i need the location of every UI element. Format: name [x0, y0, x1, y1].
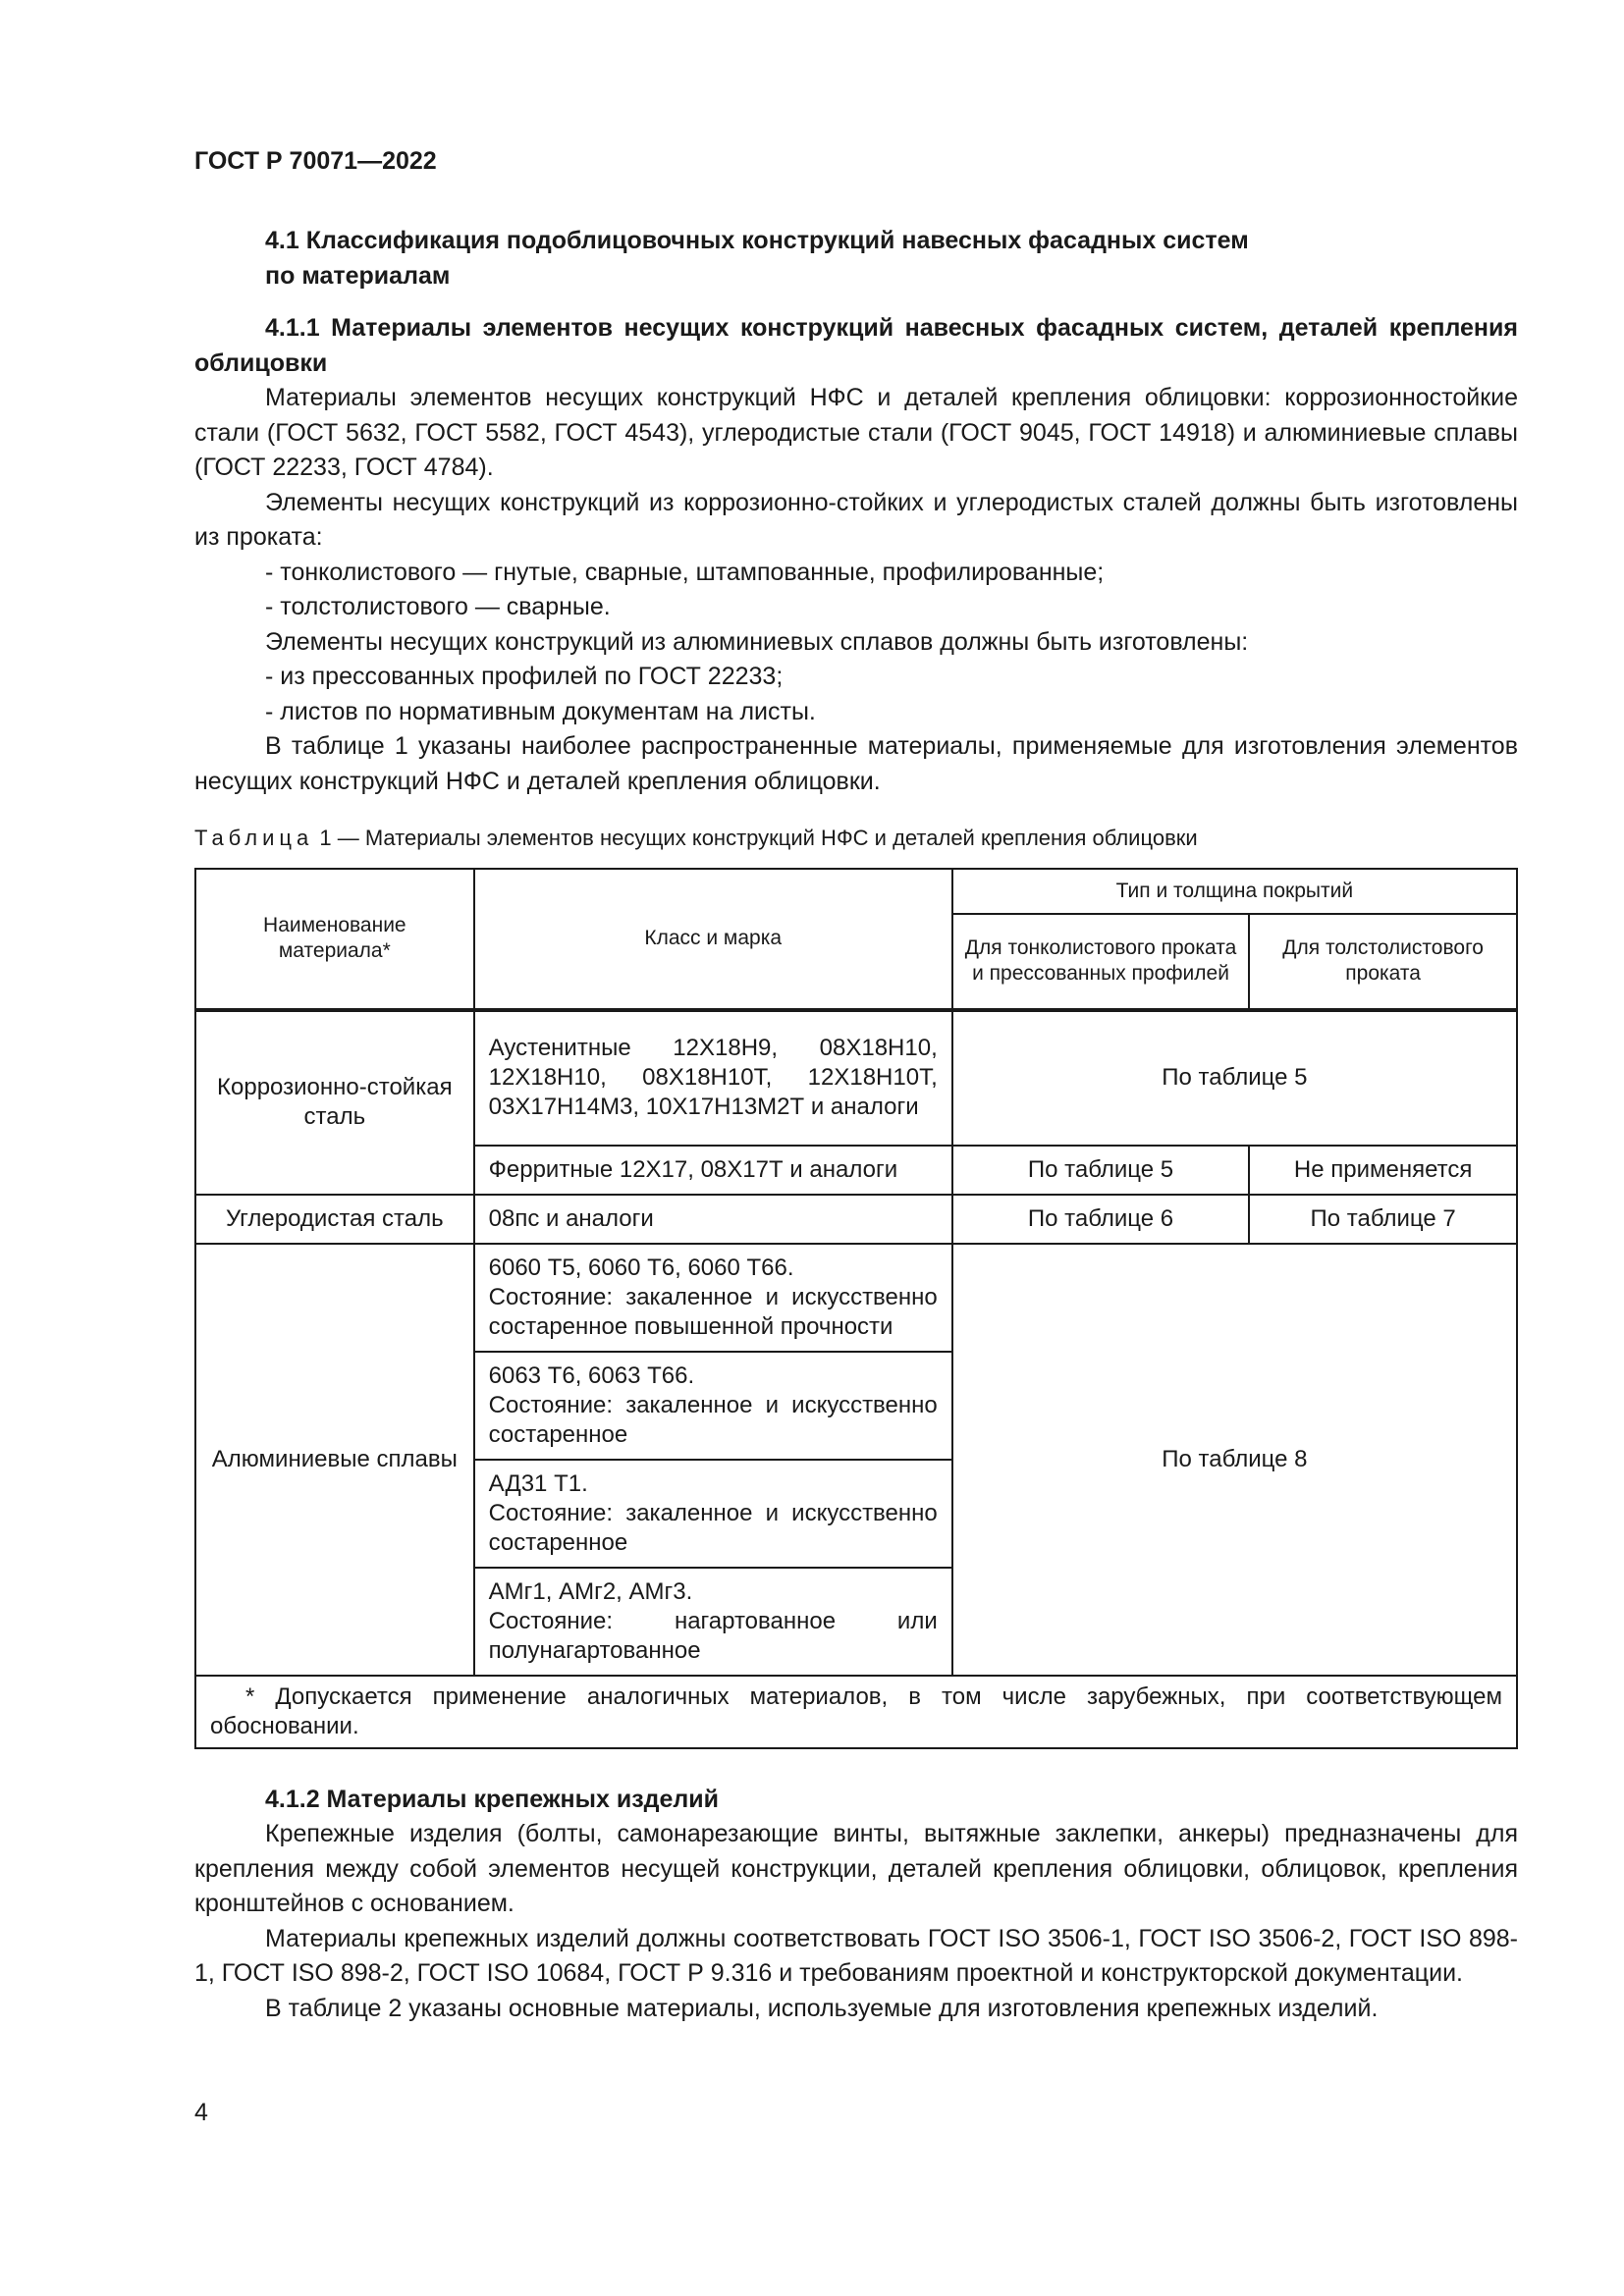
aluminum-grade-3-state: Состояние: закаленное и искусственно состаренное — [488, 1499, 938, 1556]
list-item: - из прессованных профилей по ГОСТ 22233; — [265, 663, 784, 690]
paragraph: Элементы несущих конструкций из коррозионно-стойких и углеродистых сталей должны быть изготовлены из проката: — [194, 488, 1518, 551]
paragraph: Крепежные изделия (болты, самонарезающие винты, вытяжные заклепки, анкеры) предназначены для крепления между собой элементов несущей конструкции, деталей крепления облицовки, облицовок, крепления кронштейнов с основанием. — [194, 1820, 1518, 1917]
stainless-name: Коррозионно-стойкая сталь — [195, 1010, 474, 1195]
aluminum-grade-3-alloys: АД31 Т1. — [488, 1469, 588, 1497]
aluminum-grade-2-state: Состояние: закаленное и искусственно состаренное — [488, 1391, 938, 1448]
aluminum-grade-1-alloys: 6060 Т5, 6060 Т6, 6060 Т66. — [488, 1254, 794, 1281]
stainless-ferritic-thick: Не применяется — [1249, 1146, 1517, 1195]
header-grade: Класс и марка — [474, 869, 952, 1010]
stainless-ferritic-thin: По таблице 5 — [952, 1146, 1250, 1195]
page-content — [194, 224, 1518, 2026]
list-item: - листов по нормативным документам на листы. — [265, 697, 816, 725]
carbon-grade: 08пс и аналоги — [474, 1195, 952, 1244]
materials-table — [194, 868, 1518, 1749]
header-thick: Для толстолистового проката — [1249, 914, 1517, 1010]
stainless-austenitic-coating: По таблице 5 — [952, 1010, 1517, 1146]
aluminum-grade-3 — [474, 1460, 952, 1568]
list-item: - толстолистового — сварные. — [265, 593, 611, 620]
section-4-1-title — [194, 224, 1518, 294]
paragraph: Элементы несущих конструкций из алюминиевых сплавов должны быть изготовлены: — [265, 627, 1249, 656]
paragraph: В таблице 1 указаны наиболее распространенные материалы, применяемые для изготовления элементов несущих конструкций НФС и деталей крепления облицовки. — [194, 732, 1518, 795]
table-caption — [194, 821, 1518, 856]
stainless-austenitic-grade: Аустенитные 12Х18Н9, 08Х18Н10, 12Х18Н10, 08Х18Н10Т, 12Х18Н10Т, 03Х17Н14М3, 10Х17Н13М2Т и аналоги — [474, 1010, 952, 1146]
aluminum-coating: По таблице 8 — [952, 1244, 1517, 1676]
list-item: - тонколистового — гнутые, сварные, штампованные, профилированные; — [265, 558, 1105, 586]
aluminum-grade-4-alloys: АМг1, АМг2, АМг3. — [488, 1577, 693, 1605]
paragraph: Материалы элементов несущих конструкций НФС и деталей крепления облицовки: коррозионностойкие стали (ГОСТ 5632, ГОСТ 5582, ГОСТ 4543), углеродистые стали (ГОСТ 9045, ГОСТ 14918) и алюминиевые сплавы (ГОСТ 22233, ГОСТ 4784). — [194, 384, 1518, 481]
aluminum-name: Алюминиевые сплавы — [195, 1244, 474, 1676]
carbon-name: Углеродистая сталь — [195, 1195, 474, 1244]
paragraph: В таблице 2 указаны основные материалы, используемые для изготовления крепежных изделий. — [265, 1994, 1379, 2022]
header-coating: Тип и толщина покрытий — [952, 869, 1517, 914]
table-caption-label: Таблица — [194, 826, 314, 850]
aluminum-grade-4 — [474, 1568, 952, 1676]
page-number: 4 — [194, 2099, 208, 2126]
aluminum-grade-1-state: Состояние: закаленное и искусственно состаренное повышенной прочности — [488, 1283, 938, 1340]
aluminum-grade-4-state: Состояние: нагартованное или полунагартованное — [488, 1607, 938, 1664]
document-code: ГОСТ Р 70071—2022 — [194, 147, 437, 175]
carbon-thick: По таблице 7 — [1249, 1195, 1517, 1244]
section-4-1-title-line2: по материалам — [265, 261, 451, 290]
aluminum-grade-1 — [474, 1244, 952, 1352]
section-4-1-title-line1: 4.1 Классификация подоблицовочных конструкций навесных фасадных систем — [265, 227, 1249, 254]
stainless-ferritic-grade: Ферритные 12Х17, 08Х17Т и аналоги — [474, 1146, 952, 1195]
carbon-thin: По таблице 6 — [952, 1195, 1250, 1244]
section-4-1-1-title: 4.1.1 Материалы элементов несущих конструкций навесных фасадных систем, деталей крепления облицовки — [194, 314, 1518, 377]
table-caption-text: 1 — Материалы элементов несущих конструкций НФС и деталей крепления облицовки — [313, 826, 1198, 850]
header-thin: Для тонколистового проката и прессованных профилей — [952, 914, 1250, 1010]
aluminum-grade-2 — [474, 1352, 952, 1460]
paragraph: Материалы крепежных изделий должны соответствовать ГОСТ ISO 3506-1, ГОСТ ISO 3506-2, ГОСТ ISO 898-1, ГОСТ ISO 898-2, ГОСТ ISO 10684, ГОСТ Р 9.316 и требованиям проектной и конструкторской документации. — [194, 1924, 1518, 1987]
section-4-1-2-title: 4.1.2 Материалы крепежных изделий — [265, 1785, 720, 1813]
table-footnote: * Допускается применение аналогичных материалов, в том числе зарубежных, при соответствующем обосновании. — [195, 1676, 1517, 1748]
header-material: Наименование материала* — [195, 869, 474, 1010]
aluminum-grade-2-alloys: 6063 Т6, 6063 Т66. — [488, 1362, 695, 1389]
